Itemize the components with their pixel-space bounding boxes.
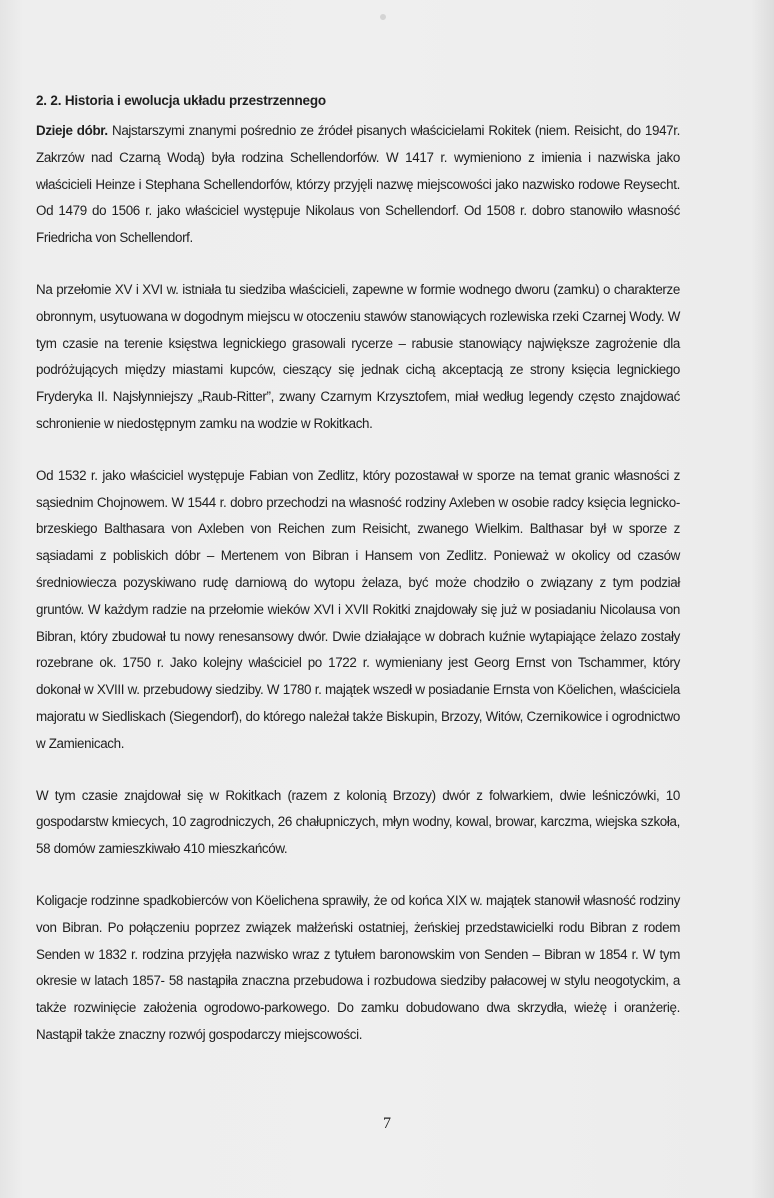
scan-mark <box>380 14 386 20</box>
page-number: 7 <box>383 1115 391 1132</box>
section-heading: 2. 2. Historia i ewolucja układu przestrzennego <box>36 93 326 108</box>
paragraph-village-inventory: W tym czasie znajdował się w Rokitkach (razem z kolonią Brzozy) dwór z folwarkiem, dwie leśniczówki, 10 gospodarstw kmiecych, 10 zagrodniczych, 26 chałupniczych, młyn wodny, kowal, browar, karczma, wiejska szkoła, 58 domów zamieszkiwało 410 mieszkańców. <box>36 787 680 857</box>
paragraph-history-owners <box>36 118 680 252</box>
paragraph-zedlitz-axleben: Od 1532 r. jako właściciel występuje Fabian von Zedlitz, który pozostawał w sporze na temat granic własności z sąsiednim Chojnowem. W 1544 r. dobro przechodzi na własność rodziny Axleben w osobie radcy księcia legnicko-brzeskiego Balthasara von Axleben von Reichen zum Reisicht, zwanego Wielkim. Balthasar był w sporze z sąsiadami z pobliskich dóbr – Mertenem von Bibran i Hansem von Zedlitz. Ponieważ w okolicy od czasów średniowiecza pozyskiwano rudę darniową do wytopu żelaza, być może chodziło o związany z tym podział gruntów. W każdym radzie na przełomie wieków XVI i XVII Rokitki znajdowały się już w posiadaniu Nicolausa von Bibran, który zbudował tu nowy renesansowy dwór. Dwie działające w dobrach kuźnie wytapiające żelazo zostały rozebrane ok. 1750 r. Jako kolejny właściciel po 1722 r. wymieniany jest Georg Ernst von Tschammer, który dokonał w XVIII w. przebudowy siedziby. W 1780 r. majątek wszedł w posiadanie Ernsta von Köelichen, właściciela majoratu w Siedliskach (Siegendorf), do którego należał także Biskupin, Brzozy, Witów, Czernikowice i ogrodnictwo w Zamienicach. <box>36 467 680 751</box>
paragraph-lead: Dzieje dóbr. <box>36 123 108 138</box>
document-body <box>36 92 680 1049</box>
paragraph-bibran-senden: Koligacje rodzinne spadkobierców von Köelichena sprawiły, że od końca XIX w. majątek stanowił własność rodziny von Bibran. Po połączeniu poprzez związek małżeński ostatniej, żeńskiej przedstawicielki rodu Bibran z rodem Senden w 1832 r. rodzina przyjęła nazwisko wraz z tytułem baronowskim von Senden – Bibran w 1854 r. W tym okresie w latach 1857- 58 nastąpiła znaczna przebudowa i rozbudowa siedziby pałacowej w stylu neogotyckim, a także rozwinięcie założenia ogrodowo-parkowego. Do zamku dobudowano dwa skrzydła, wieżę i oranżerię. Nastąpił także znaczny rozwój gospodarczy miejscowości. <box>36 892 680 1042</box>
paragraph-water-castle: Na przełomie XV i XVI w. istniała tu siedziba właścicieli, zapewne w formie wodnego dworu (zamku) o charakterze obronnym, usytuowana w dogodnym miejscu w otoczeniu stawów stanowiących rozlewiska rzeki Czarnej Wody. W tym czasie na terenie księstwa legnickiego grasowali rycerze – rabusie stanowiący największe zagrożenie dla podróżujących między miastami kupców, cieszący się jednak cichą akceptacją ze strony księcia legnickiego Fryderyka II. Najsłynniejszy „Raub-Ritter”, zwany Czarnym Krzysztofem, miał według legendy często znajdować schronienie w niedostępnym zamku na wodzie w Rokitkach. <box>36 281 680 431</box>
paragraph-text: Najstarszymi znanymi pośrednio ze źródeł pisanych właścicielami Rokitek (niem. Reisicht, do 1947r. Zakrzów nad Czarną Wodą) była rodzina Schellendorfów. W 1417 r. wymieniono z imienia i nazwiska jako właścicieli Heinze i Stephana Schellendorfów, którzy przyjęli nazwę miejscowości jako nazwisko rodowe Reysecht. Od 1479 do 1506 r. jako właściciel występuje Nikolaus von Schellendorf. Od 1508 r. dobro stanowiło własność Friedricha von Schellendorf. <box>36 123 681 246</box>
